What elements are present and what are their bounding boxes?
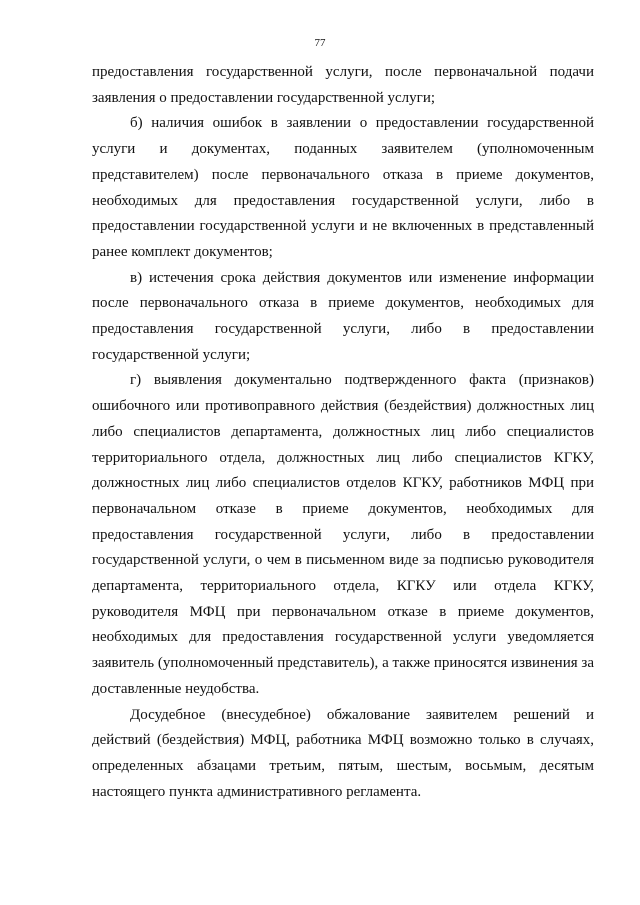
paragraph-item-g: г) выявления документально подтвержденного факта (признаков) ошибочного или противоправного действия (бездействия) должностных лиц либо специалистов департамента, должностных лиц либо специалистов территориального отдела, должностных лиц либо специалистов КГКУ, должностных лиц либо специалистов отделов КГКУ, работников МФЦ при первоначальном отказе в приеме документов, необходимых для предоставления государственной услуги, либо в предоставлении государственной услуги, о чем в письменном виде за подписью руководителя департамента, территориального отдела, КГКУ или отдела КГКУ, руководителя МФЦ при первоначальном отказе в приеме документов, необходимых для предоставления государственной услуги уведомляется заявитель (уполномоченный представитель), а также приносятся извинения за доставленные неудобства. — [92, 372, 594, 697]
paragraph-appeal: Досудебное (внесудебное) обжалование заявителем решений и действий (бездействия) МФЦ, работника МФЦ возможно только в случаях, определенных абзацами третьим, пятым, шестым, восьмым, десятым настоящего пункта административного регламента. — [92, 706, 594, 800]
page-number: 77 — [314, 37, 326, 49]
document-body — [92, 60, 594, 805]
paragraph-continuation: предоставления государственной услуги, после первоначальной подачи заявления о предоставлении государственной услуги; — [92, 64, 594, 106]
paragraph-item-b: б) наличия ошибок в заявлении о предоставлении государственной услуги и документах, поданных заявителем (уполномоченным представителем) после первоначального отказа в приеме документов, необходимых для предоставления государственной услуги, либо в предоставлении государственной услуги и не включенных в представленный ранее комплект документов; — [92, 115, 594, 260]
paragraph-item-v: в) истечения срока действия документов или изменение информации после первоначального отказа в приеме документов, необходимых для предоставления государственной услуги, либо в предоставлении государственной услуги; — [92, 269, 594, 363]
